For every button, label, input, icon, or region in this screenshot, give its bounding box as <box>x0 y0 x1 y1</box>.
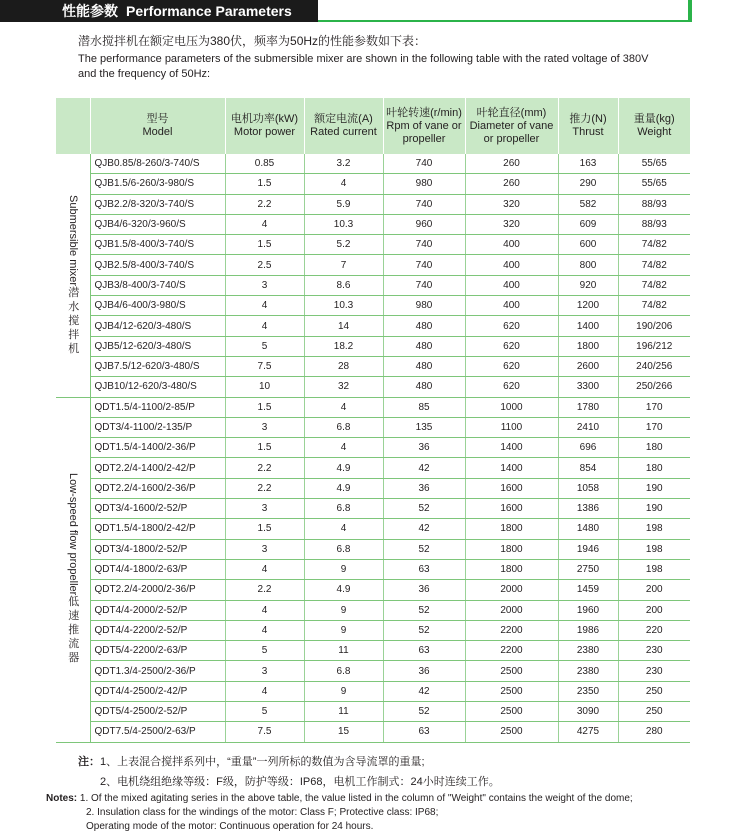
value-cell: 1.5 <box>225 519 304 539</box>
note-en-2: 2. Insulation class for the windings of the motor: Class F; Protective class: IP68; <box>86 807 439 818</box>
value-cell: 9 <box>304 620 383 640</box>
column-header <box>383 98 465 154</box>
column-header-en: Thrust <box>572 126 604 138</box>
value-cell: 2750 <box>558 559 618 579</box>
value-cell: 10.3 <box>304 214 383 234</box>
model-cell: QDT2.2/4-1400/2-42/P <box>90 458 225 478</box>
value-cell: 52 <box>383 600 465 620</box>
model-cell: QDT3/4-1800/2-52/P <box>90 539 225 559</box>
model-cell: QJB1.5/6-260/3-980/S <box>90 174 225 194</box>
value-cell: 800 <box>558 255 618 275</box>
model-cell: QDT4/4-2000/2-52/P <box>90 600 225 620</box>
note-en-1: Notes: 1. Of the mixed agitating series in the above table, the value listed in the column of "Weight" contains the weight of the dome; <box>46 793 633 804</box>
table-row <box>56 255 690 275</box>
model-cell: QDT1.5/4-1100/2-85/P <box>90 397 225 417</box>
group-label-zh: 潜水搅拌机 <box>66 285 79 356</box>
value-cell: 3.2 <box>304 154 383 174</box>
note-zh-1: 注：1、上表混合搅拌系列中，“重量”一列所标的数值为含导流罩的重量; <box>78 756 425 768</box>
value-cell: 42 <box>383 681 465 701</box>
table-row <box>56 600 690 620</box>
value-cell: 230 <box>618 661 690 681</box>
value-cell: 3 <box>225 499 304 519</box>
value-cell: 74/82 <box>618 235 690 255</box>
table-body <box>56 154 690 742</box>
model-cell: QDT2.2/4-2000/2-36/P <box>90 580 225 600</box>
table-row <box>56 214 690 234</box>
table-row <box>56 336 690 356</box>
value-cell: 2.2 <box>225 458 304 478</box>
value-cell: 6.8 <box>304 499 383 519</box>
value-cell: 1600 <box>465 478 558 498</box>
value-cell: 2.5 <box>225 255 304 275</box>
table-row <box>56 539 690 559</box>
value-cell: 63 <box>383 722 465 742</box>
value-cell: 170 <box>618 397 690 417</box>
value-cell: 1058 <box>558 478 618 498</box>
value-cell: 36 <box>383 580 465 600</box>
value-cell: 740 <box>383 235 465 255</box>
value-cell: 4 <box>225 316 304 336</box>
value-cell: 180 <box>618 438 690 458</box>
value-cell: 88/93 <box>618 214 690 234</box>
group-label <box>67 195 79 356</box>
table-row <box>56 458 690 478</box>
value-cell: 2.2 <box>225 478 304 498</box>
value-cell: 198 <box>618 539 690 559</box>
value-cell: 1400 <box>465 458 558 478</box>
value-cell: 740 <box>383 154 465 174</box>
value-cell: 42 <box>383 458 465 478</box>
value-cell: 1400 <box>465 438 558 458</box>
column-header-zh: 额定电流(A) <box>314 113 373 125</box>
value-cell: 9 <box>304 559 383 579</box>
table-row <box>56 235 690 255</box>
value-cell: 4 <box>225 600 304 620</box>
value-cell: 4 <box>225 214 304 234</box>
table-row <box>56 478 690 498</box>
intro-en-line2: and the frequency of 50Hz: <box>78 68 211 80</box>
table-row <box>56 397 690 417</box>
value-cell: 10 <box>225 377 304 397</box>
value-cell: 920 <box>558 275 618 295</box>
value-cell: 190/206 <box>618 316 690 336</box>
value-cell: 198 <box>618 559 690 579</box>
value-cell: 1200 <box>558 296 618 316</box>
value-cell: 2200 <box>465 641 558 661</box>
value-cell: 480 <box>383 316 465 336</box>
value-cell: 52 <box>383 702 465 722</box>
value-cell: 2500 <box>465 702 558 722</box>
group-label-en: Submersible mixer <box>66 194 79 286</box>
value-cell: 1780 <box>558 397 618 417</box>
value-cell: 1800 <box>558 336 618 356</box>
value-cell: 620 <box>465 336 558 356</box>
value-cell: 36 <box>383 438 465 458</box>
value-cell: 11 <box>304 702 383 722</box>
banner-end-mark <box>688 0 692 22</box>
value-cell: 2410 <box>558 417 618 437</box>
column-header-en: Diameter of vane or propeller <box>469 119 554 145</box>
column-header-zh: 重量(kg) <box>633 113 675 125</box>
group-label-en: Low-speed flow propeller <box>66 473 79 596</box>
value-cell: 1000 <box>465 397 558 417</box>
value-cell: 320 <box>465 194 558 214</box>
value-cell: 1100 <box>465 417 558 437</box>
value-cell: 3 <box>225 539 304 559</box>
value-cell: 3300 <box>558 377 618 397</box>
value-cell: 1800 <box>465 559 558 579</box>
value-cell: 609 <box>558 214 618 234</box>
value-cell: 1600 <box>465 499 558 519</box>
value-cell: 7 <box>304 255 383 275</box>
value-cell: 4.9 <box>304 458 383 478</box>
group-label <box>67 473 79 665</box>
table-row <box>56 194 690 214</box>
column-header-zh: 型号 <box>146 113 169 125</box>
column-header-zh: 叶轮转速(r/min) <box>386 106 462 119</box>
banner-title-zh: 性能参数 <box>62 3 118 19</box>
value-cell: 4.9 <box>304 478 383 498</box>
value-cell: 4 <box>225 681 304 701</box>
group-label-zh: 低速推流器 <box>66 595 79 666</box>
value-cell: 1960 <box>558 600 618 620</box>
model-cell: QJB2.5/8-400/3-740/S <box>90 255 225 275</box>
group-label-cell <box>56 397 90 742</box>
value-cell: 740 <box>383 275 465 295</box>
model-cell: QJB0.85/8-260/3-740/S <box>90 154 225 174</box>
notes-label-zh: 注： <box>78 756 100 768</box>
column-header <box>465 98 558 154</box>
intro-en-line1: The performance parameters of the submersible mixer are shown in the following table with the rated voltage of 380V <box>78 53 649 65</box>
header-corner <box>56 98 90 154</box>
value-cell: 163 <box>558 154 618 174</box>
value-cell: 2500 <box>465 681 558 701</box>
table-row <box>56 722 690 742</box>
value-cell: 200 <box>618 580 690 600</box>
value-cell: 1.5 <box>225 397 304 417</box>
table-row <box>56 661 690 681</box>
value-cell: 36 <box>383 478 465 498</box>
table-row <box>56 438 690 458</box>
model-cell: QJB1.5/8-400/3-740/S <box>90 235 225 255</box>
value-cell: 740 <box>383 194 465 214</box>
value-cell: 1986 <box>558 620 618 640</box>
table-row <box>56 316 690 336</box>
column-header-zh: 叶轮直径(mm) <box>476 106 547 119</box>
value-cell: 74/82 <box>618 255 690 275</box>
value-cell: 260 <box>465 174 558 194</box>
value-cell: 2200 <box>465 620 558 640</box>
value-cell: 1.5 <box>225 438 304 458</box>
value-cell: 280 <box>618 722 690 742</box>
value-cell: 480 <box>383 377 465 397</box>
intro-paragraph <box>78 34 678 82</box>
value-cell: 250/266 <box>618 377 690 397</box>
value-cell: 2500 <box>465 722 558 742</box>
value-cell: 15 <box>304 722 383 742</box>
value-cell: 74/82 <box>618 275 690 295</box>
notes-label-en: Notes: <box>46 793 78 804</box>
value-cell: 320 <box>465 214 558 234</box>
table-row <box>56 275 690 295</box>
value-cell: 52 <box>383 499 465 519</box>
value-cell: 7.5 <box>225 356 304 376</box>
value-cell: 3090 <box>558 702 618 722</box>
value-cell: 6.8 <box>304 661 383 681</box>
model-cell: QDT7.5/4-2500/2-63/P <box>90 722 225 742</box>
model-cell: QDT1.3/4-2500/2-36/P <box>90 661 225 681</box>
value-cell: 2380 <box>558 641 618 661</box>
value-cell: 196/212 <box>618 336 690 356</box>
value-cell: 400 <box>465 235 558 255</box>
value-cell: 480 <box>383 356 465 376</box>
value-cell: 8.6 <box>304 275 383 295</box>
column-header-en: Model <box>142 126 173 138</box>
value-cell: 198 <box>618 519 690 539</box>
value-cell: 0.85 <box>225 154 304 174</box>
value-cell: 2000 <box>465 600 558 620</box>
table-row <box>56 174 690 194</box>
value-cell: 55/65 <box>618 174 690 194</box>
value-cell: 28 <box>304 356 383 376</box>
value-cell: 2.2 <box>225 194 304 214</box>
model-cell: QDT4/4-1800/2-63/P <box>90 559 225 579</box>
value-cell: 600 <box>558 235 618 255</box>
value-cell: 85 <box>383 397 465 417</box>
column-header-zh: 推力(N) <box>569 113 607 125</box>
value-cell: 3 <box>225 417 304 437</box>
value-cell: 1400 <box>558 316 618 336</box>
value-cell: 480 <box>383 336 465 356</box>
model-cell: QDT5/4-2500/2-52/P <box>90 702 225 722</box>
value-cell: 4275 <box>558 722 618 742</box>
model-cell: QDT4/4-2500/2-42/P <box>90 681 225 701</box>
value-cell: 5.2 <box>304 235 383 255</box>
value-cell: 5 <box>225 641 304 661</box>
value-cell: 11 <box>304 641 383 661</box>
table-row <box>56 377 690 397</box>
value-cell: 6.8 <box>304 539 383 559</box>
value-cell: 1800 <box>465 539 558 559</box>
value-cell: 200 <box>618 600 690 620</box>
model-cell: QDT3/4-1100/2-135/P <box>90 417 225 437</box>
value-cell: 88/93 <box>618 194 690 214</box>
column-header <box>618 98 690 154</box>
section-banner <box>0 0 318 22</box>
value-cell: 3 <box>225 275 304 295</box>
value-cell: 620 <box>465 316 558 336</box>
column-header <box>304 98 383 154</box>
table-row <box>56 641 690 661</box>
table-row <box>56 296 690 316</box>
value-cell: 9 <box>304 600 383 620</box>
value-cell: 4.9 <box>304 580 383 600</box>
value-cell: 63 <box>383 641 465 661</box>
value-cell: 52 <box>383 620 465 640</box>
value-cell: 250 <box>618 681 690 701</box>
value-cell: 4 <box>225 296 304 316</box>
value-cell: 1.5 <box>225 235 304 255</box>
value-cell: 2000 <box>465 580 558 600</box>
table-row <box>56 620 690 640</box>
value-cell: 74/82 <box>618 296 690 316</box>
value-cell: 5 <box>225 702 304 722</box>
value-cell: 32 <box>304 377 383 397</box>
table-row <box>56 580 690 600</box>
value-cell: 1.5 <box>225 174 304 194</box>
model-cell: QJB5/12-620/3-480/S <box>90 336 225 356</box>
value-cell: 260 <box>465 154 558 174</box>
table-row <box>56 499 690 519</box>
model-cell: QDT3/4-1600/2-52/P <box>90 499 225 519</box>
note-zh-2: 2、电机绕组绝缘等级：F级，防护等级：IP68，电机工作制式：24小时连续工作。 <box>100 776 500 788</box>
value-cell: 63 <box>383 559 465 579</box>
table-header-row <box>56 98 690 154</box>
value-cell: 52 <box>383 539 465 559</box>
value-cell: 1946 <box>558 539 618 559</box>
value-cell: 180 <box>618 458 690 478</box>
column-header-en: Rpm of vane or propeller <box>386 119 462 145</box>
value-cell: 9 <box>304 681 383 701</box>
value-cell: 2.2 <box>225 580 304 600</box>
column-header <box>558 98 618 154</box>
column-header-en: Rated current <box>310 126 377 138</box>
value-cell: 36 <box>383 661 465 681</box>
model-cell: QJB4/6-400/3-980/S <box>90 296 225 316</box>
model-cell: QJB4/6-320/3-960/S <box>90 214 225 234</box>
table-row <box>56 702 690 722</box>
value-cell: 4 <box>304 438 383 458</box>
model-cell: QJB3/8-400/3-740/S <box>90 275 225 295</box>
intro-zh: 潜水搅拌机在额定电压为380伏，频率为50Hz的性能参数如下表： <box>78 34 427 48</box>
value-cell: 240/256 <box>618 356 690 376</box>
value-cell: 2350 <box>558 681 618 701</box>
model-cell: QDT2.2/4-1600/2-36/P <box>90 478 225 498</box>
value-cell: 582 <box>558 194 618 214</box>
value-cell: 14 <box>304 316 383 336</box>
value-cell: 170 <box>618 417 690 437</box>
value-cell: 4 <box>225 559 304 579</box>
value-cell: 55/65 <box>618 154 690 174</box>
model-cell: QJB4/12-620/3-480/S <box>90 316 225 336</box>
value-cell: 4 <box>304 519 383 539</box>
value-cell: 18.2 <box>304 336 383 356</box>
value-cell: 42 <box>383 519 465 539</box>
value-cell: 400 <box>465 255 558 275</box>
model-cell: QDT5/4-2200/2-63/P <box>90 641 225 661</box>
table-row <box>56 519 690 539</box>
value-cell: 960 <box>383 214 465 234</box>
table-row <box>56 417 690 437</box>
model-cell: QJB7.5/12-620/3-480/S <box>90 356 225 376</box>
model-cell: QDT1.5/4-1800/2-42/P <box>90 519 225 539</box>
value-cell: 1459 <box>558 580 618 600</box>
value-cell: 5.9 <box>304 194 383 214</box>
column-header <box>225 98 304 154</box>
model-cell: QDT4/4-2200/2-52/P <box>90 620 225 640</box>
group-label-cell <box>56 154 90 397</box>
value-cell: 620 <box>465 377 558 397</box>
value-cell: 2380 <box>558 661 618 681</box>
table-row <box>56 356 690 376</box>
value-cell: 400 <box>465 275 558 295</box>
value-cell: 400 <box>465 296 558 316</box>
banner-underline <box>318 20 688 22</box>
value-cell: 980 <box>383 174 465 194</box>
model-cell: QJB10/12-620/3-480/S <box>90 377 225 397</box>
value-cell: 1480 <box>558 519 618 539</box>
value-cell: 190 <box>618 478 690 498</box>
table-row <box>56 559 690 579</box>
value-cell: 1386 <box>558 499 618 519</box>
banner-title-en: Performance Parameters <box>126 3 292 19</box>
value-cell: 4 <box>304 174 383 194</box>
note-en-3: Operating mode of the motor: Continuous operation for 24 hours. <box>86 821 374 832</box>
value-cell: 1800 <box>465 519 558 539</box>
model-cell: QDT1.5/4-1400/2-36/P <box>90 438 225 458</box>
value-cell: 250 <box>618 702 690 722</box>
value-cell: 4 <box>304 397 383 417</box>
value-cell: 6.8 <box>304 417 383 437</box>
column-header <box>90 98 225 154</box>
model-cell: QJB2.2/8-320/3-740/S <box>90 194 225 214</box>
performance-table <box>56 98 690 743</box>
value-cell: 2600 <box>558 356 618 376</box>
value-cell: 135 <box>383 417 465 437</box>
value-cell: 740 <box>383 255 465 275</box>
value-cell: 10.3 <box>304 296 383 316</box>
value-cell: 854 <box>558 458 618 478</box>
value-cell: 290 <box>558 174 618 194</box>
value-cell: 7.5 <box>225 722 304 742</box>
notes-section <box>46 752 698 834</box>
value-cell: 3 <box>225 661 304 681</box>
value-cell: 4 <box>225 620 304 640</box>
column-header-en: Weight <box>637 126 672 138</box>
value-cell: 620 <box>465 356 558 376</box>
value-cell: 190 <box>618 499 690 519</box>
table-row <box>56 681 690 701</box>
table-row <box>56 154 690 174</box>
column-header-zh: 电机功率(kW) <box>230 113 299 125</box>
value-cell: 2500 <box>465 661 558 681</box>
value-cell: 230 <box>618 641 690 661</box>
value-cell: 220 <box>618 620 690 640</box>
value-cell: 5 <box>225 336 304 356</box>
value-cell: 980 <box>383 296 465 316</box>
value-cell: 696 <box>558 438 618 458</box>
column-header-en: Motor power <box>233 126 296 138</box>
